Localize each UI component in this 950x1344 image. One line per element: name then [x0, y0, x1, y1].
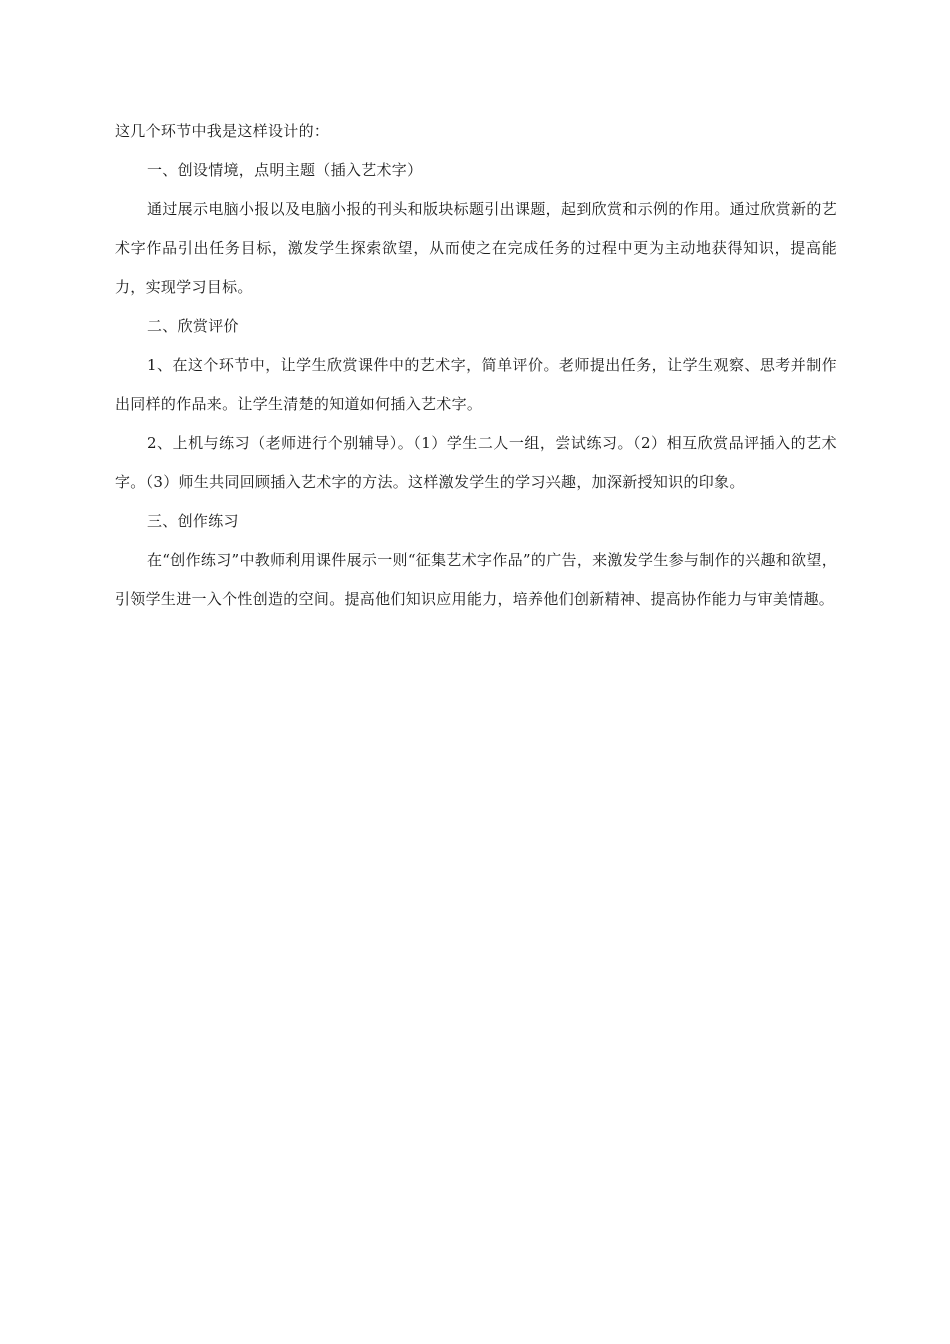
section-heading-2: 二、欣赏评价 [147, 317, 239, 335]
body-paragraph: 1、在这个环节中，让学生欣赏课件中的艺术字，简单评价。老师提出任务，让学生观察、思考并制作出同样的作品来。让学生清楚的知道如何插入艺术字。 [115, 356, 837, 413]
body-paragraph: 2、上机与练习（老师进行个别辅导）。（1）学生二人一组，尝试练习。（2）相互欣赏品评插入的艺术字。（3）师生共同回顾插入艺术字的方法。这样激发学生的学习兴趣，加深新授知识的印象。 [115, 434, 837, 491]
section-heading-1: 一、创设情境，点明主题（插入艺术字） [147, 161, 423, 179]
body-paragraph: 在“创作练习”中教师利用课件展示一则“征集艺术字作品”的广告，来激发学生参与制作的兴趣和欲望，引领学生进一入个性创造的空间。提高他们知识应用能力，培养他们创新精神、提高协作能力与审美情趣。 [115, 551, 837, 608]
intro-paragraph: 这几个环节中我是这样设计的： [115, 122, 330, 140]
body-paragraph: 通过展示电脑小报以及电脑小报的刊头和版块标题引出课题，起到欣赏和示例的作用。通过欣赏新的艺术字作品引出任务目标，激发学生探索欲望，从而使之在完成任务的过程中更为主动地获得知识，提高能力，实现学习目标。 [115, 200, 837, 296]
section-heading-3: 三、创作练习 [147, 512, 239, 530]
document-body [115, 112, 837, 619]
